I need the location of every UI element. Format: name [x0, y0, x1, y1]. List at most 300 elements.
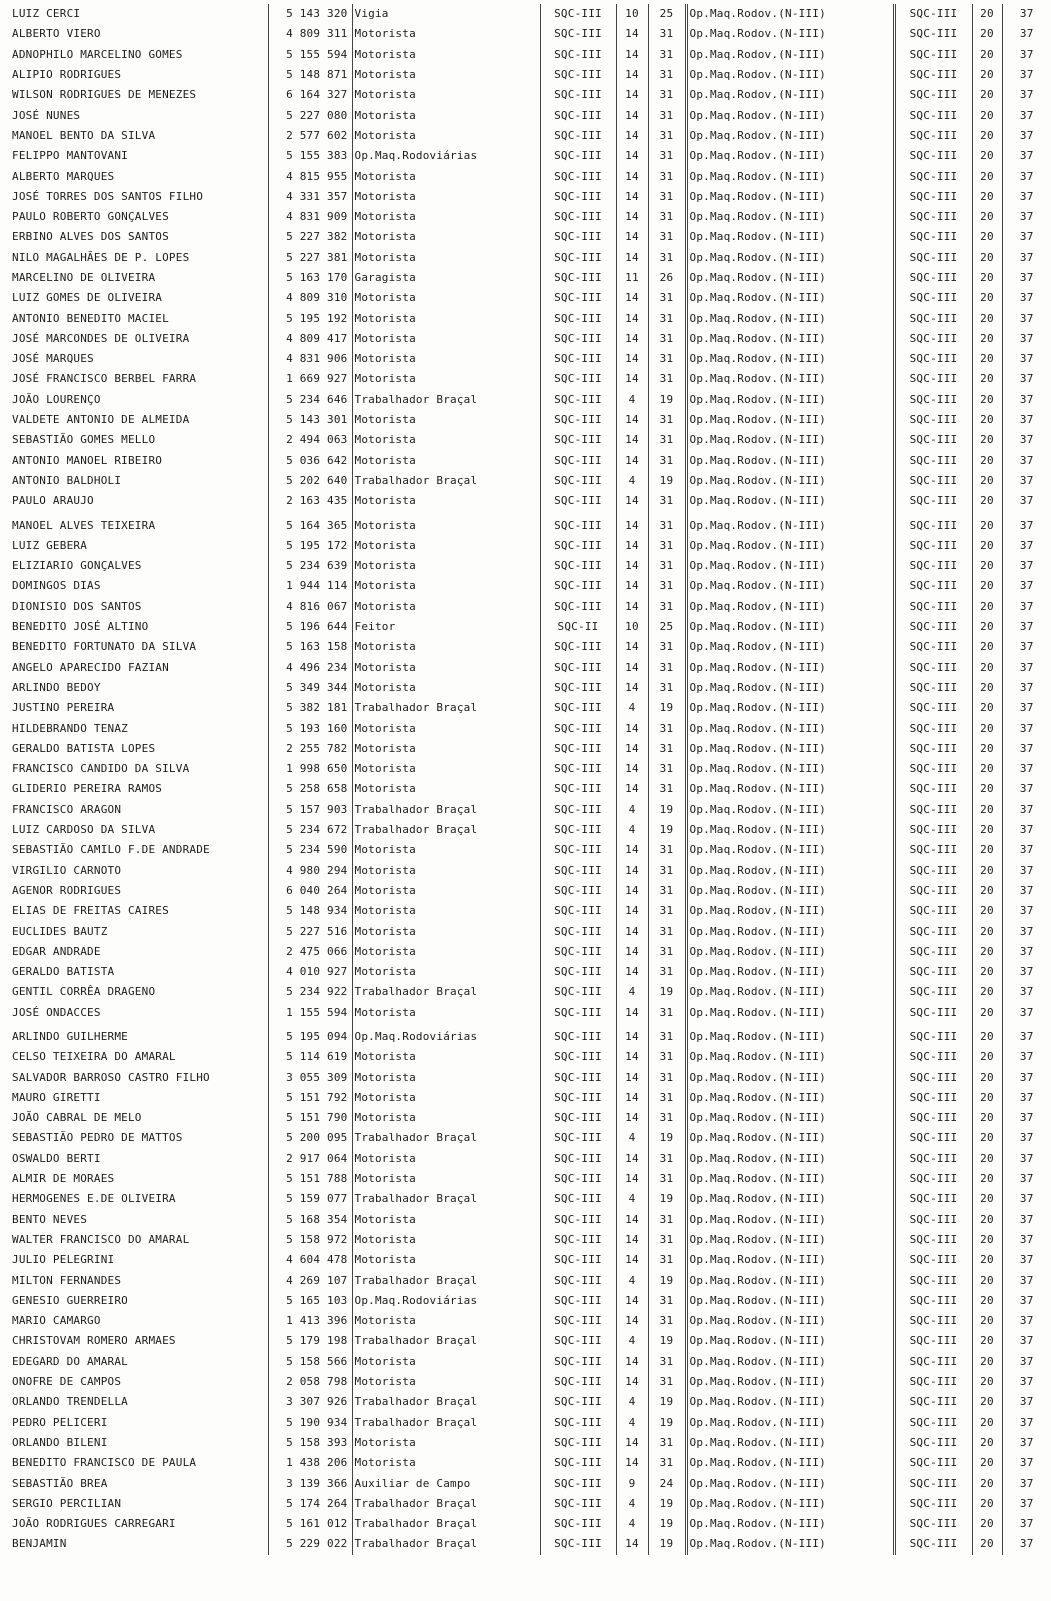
new-grade-cell: 20 — [972, 329, 1002, 349]
table-row — [0, 1534, 1051, 1554]
current-position-cell: Motorista — [352, 126, 540, 146]
new-position-cell: Op.Maq.Rodov.(N-III) — [686, 556, 894, 576]
new-reference-cell: 37 — [1019, 559, 1034, 573]
current-reference-cell: 31 — [648, 166, 686, 186]
current-class-cell: SQC-III — [540, 4, 616, 24]
new-class-cell: SQC-III — [894, 1149, 972, 1169]
current-position-cell: Trabalhador Braçal — [352, 1494, 540, 1514]
table-row — [0, 349, 1051, 369]
new-class-cell: SQC-III — [894, 166, 972, 186]
current-position-cell: Motorista — [352, 187, 540, 207]
registration-number-cell: 2 917 064 — [268, 1149, 352, 1169]
current-grade-cell: 14 — [616, 369, 648, 389]
new-position-cell: Op.Maq.Rodov.(N-III) — [686, 1169, 894, 1189]
current-grade-cell: 4 — [616, 820, 648, 840]
current-grade-cell: 4 — [616, 390, 648, 410]
new-grade-cell: 20 — [972, 24, 1002, 44]
new-reference-cell: 37 — [1019, 721, 1034, 735]
current-grade-cell: 4 — [616, 1270, 648, 1290]
new-position-cell: Op.Maq.Rodov.(N-III) — [686, 227, 894, 247]
new-grade-cell: 20 — [972, 739, 1002, 759]
current-position-cell: Motorista — [352, 1067, 540, 1087]
current-grade-cell: 14 — [616, 308, 648, 328]
current-position-cell: Trabalhador Braçal — [352, 982, 540, 1002]
new-position-cell: Op.Maq.Rodov.(N-III) — [686, 410, 894, 430]
new-class-cell: SQC-III — [894, 369, 972, 389]
registration-number-cell: 2 163 435 — [268, 491, 352, 511]
new-grade-cell: 20 — [972, 1534, 1002, 1554]
registration-number-cell: 1 155 594 — [268, 1003, 352, 1023]
new-class-cell: SQC-III — [894, 187, 972, 207]
registration-number-cell: 2 577 602 — [268, 126, 352, 146]
employee-name-cell: ALBERTO VIERO — [0, 24, 268, 44]
registration-number-cell: 5 193 160 — [268, 718, 352, 738]
table-row — [0, 288, 1051, 308]
current-reference-cell: 25 — [648, 4, 686, 24]
table-row — [0, 1047, 1051, 1067]
current-class-cell: SQC-III — [540, 491, 616, 511]
current-class-cell: SQC-III — [540, 288, 616, 308]
employee-name-cell: LUIZ CERCI — [0, 4, 268, 24]
new-grade-cell: 20 — [972, 227, 1002, 247]
current-class-cell: SQC-III — [540, 1210, 616, 1230]
new-reference-cell: 37 — [1019, 1050, 1034, 1064]
current-position-cell: Motorista — [352, 921, 540, 941]
new-position-cell: Op.Maq.Rodov.(N-III) — [686, 576, 894, 596]
current-position-cell: Motorista — [352, 881, 540, 901]
employee-name-cell: ALMIR DE MORAES — [0, 1169, 268, 1189]
current-grade-cell: 14 — [616, 65, 648, 85]
employee-name-cell: PEDRO PELICERI — [0, 1412, 268, 1432]
table-body — [0, 4, 1051, 1555]
current-grade-cell: 14 — [616, 556, 648, 576]
registration-number-cell: 5 151 788 — [268, 1169, 352, 1189]
employee-name-cell: BENEDITO FRANCISCO DE PAULA — [0, 1453, 268, 1473]
current-class-cell: SQC-III — [540, 308, 616, 328]
new-class-cell: SQC-III — [894, 85, 972, 105]
table-row — [0, 1003, 1051, 1023]
new-reference-cell: 37 — [1019, 291, 1034, 305]
current-reference-cell: 31 — [648, 1067, 686, 1087]
table-row — [0, 369, 1051, 389]
current-reference-cell: 31 — [648, 65, 686, 85]
new-reference-cell: 37 — [1019, 230, 1034, 244]
new-position-cell: Op.Maq.Rodov.(N-III) — [686, 187, 894, 207]
current-class-cell: SQC-III — [540, 105, 616, 125]
current-position-cell: Motorista — [352, 85, 540, 105]
new-position-cell: Op.Maq.Rodov.(N-III) — [686, 982, 894, 1002]
new-position-cell: Op.Maq.Rodov.(N-III) — [686, 451, 894, 471]
employee-name-cell: LUIZ GOMES DE OLIVEIRA — [0, 288, 268, 308]
current-reference-cell: 31 — [648, 1250, 686, 1270]
new-grade-cell: 20 — [972, 430, 1002, 450]
new-grade-cell: 20 — [972, 349, 1002, 369]
current-grade-cell: 14 — [616, 840, 648, 860]
table-row — [0, 556, 1051, 576]
employee-name-cell: ANTONIO MANOEL RIBEIRO — [0, 451, 268, 471]
current-class-cell: SQC-III — [540, 1108, 616, 1128]
current-reference-cell: 19 — [648, 982, 686, 1002]
new-class-cell: SQC-III — [894, 1514, 972, 1534]
new-class-cell: SQC-III — [894, 24, 972, 44]
current-position-cell: Motorista — [352, 779, 540, 799]
new-position-cell: Op.Maq.Rodov.(N-III) — [686, 718, 894, 738]
employee-name-cell: JOÃO LOURENÇO — [0, 390, 268, 410]
employee-name-cell: SEBASTIÃO BREA — [0, 1473, 268, 1493]
registration-number-cell: 2 058 798 — [268, 1372, 352, 1392]
current-reference-cell: 31 — [648, 369, 686, 389]
new-position-cell: Op.Maq.Rodov.(N-III) — [686, 4, 894, 24]
registration-number-cell: 5 227 080 — [268, 105, 352, 125]
new-grade-cell: 20 — [972, 942, 1002, 962]
employee-name-cell: BENJAMIN — [0, 1534, 268, 1554]
current-position-cell: Motorista — [352, 1250, 540, 1270]
current-grade-cell: 14 — [616, 85, 648, 105]
current-class-cell: SQC-III — [540, 1392, 616, 1412]
new-grade-cell: 20 — [972, 1128, 1002, 1148]
new-position-cell: Op.Maq.Rodov.(N-III) — [686, 146, 894, 166]
current-class-cell: SQC-III — [540, 1514, 616, 1534]
employee-name-cell: LUIZ CARDOSO DA SILVA — [0, 820, 268, 840]
new-grade-cell: 20 — [972, 1027, 1002, 1047]
current-reference-cell: 31 — [648, 759, 686, 779]
table-row — [0, 1128, 1051, 1148]
new-reference-cell: 37 — [1019, 68, 1034, 82]
new-position-cell: Op.Maq.Rodov.(N-III) — [686, 349, 894, 369]
current-reference-cell: 19 — [648, 1412, 686, 1432]
registration-number-cell: 2 255 782 — [268, 739, 352, 759]
current-reference-cell: 19 — [648, 1331, 686, 1351]
employee-name-cell: WILSON RODRIGUES DE MENEZES — [0, 85, 268, 105]
new-position-cell: Op.Maq.Rodov.(N-III) — [686, 126, 894, 146]
employee-name-cell: EDGAR ANDRADE — [0, 942, 268, 962]
employee-name-cell: ORLANDO TRENDELLA — [0, 1392, 268, 1412]
current-grade-cell: 14 — [616, 1311, 648, 1331]
current-reference-cell: 19 — [648, 1494, 686, 1514]
current-reference-cell: 31 — [648, 146, 686, 166]
table-row — [0, 187, 1051, 207]
registration-number-cell: 5 202 640 — [268, 471, 352, 491]
table-row — [0, 45, 1051, 65]
new-grade-cell: 20 — [972, 288, 1002, 308]
table-row — [0, 268, 1051, 288]
current-position-cell: Motorista — [352, 45, 540, 65]
new-reference-cell: 37 — [1019, 1496, 1034, 1510]
current-grade-cell: 14 — [616, 1108, 648, 1128]
new-class-cell: SQC-III — [894, 698, 972, 718]
current-reference-cell: 31 — [648, 739, 686, 759]
new-position-cell: Op.Maq.Rodov.(N-III) — [686, 268, 894, 288]
current-position-cell: Motorista — [352, 1372, 540, 1392]
new-reference-cell: 37 — [1019, 1517, 1034, 1531]
new-position-cell: Op.Maq.Rodov.(N-III) — [686, 1067, 894, 1087]
new-position-cell: Op.Maq.Rodov.(N-III) — [686, 1088, 894, 1108]
new-class-cell: SQC-III — [894, 1088, 972, 1108]
employee-name-cell: PAULO ARAUJO — [0, 491, 268, 511]
current-position-cell: Motorista — [352, 678, 540, 698]
current-class-cell: SQC-III — [540, 779, 616, 799]
current-reference-cell: 31 — [648, 105, 686, 125]
current-reference-cell: 31 — [648, 1372, 686, 1392]
current-position-cell: Motorista — [352, 637, 540, 657]
current-reference-cell: 31 — [648, 248, 686, 268]
new-reference-cell: 37 — [1019, 453, 1034, 467]
registration-number-cell: 4 496 234 — [268, 658, 352, 678]
current-grade-cell: 14 — [616, 491, 648, 511]
new-class-cell: SQC-III — [894, 1494, 972, 1514]
table-row — [0, 617, 1051, 637]
new-class-cell: SQC-III — [894, 288, 972, 308]
current-reference-cell: 19 — [648, 1392, 686, 1412]
registration-number-cell: 5 382 181 — [268, 698, 352, 718]
current-position-cell: Motorista — [352, 1433, 540, 1453]
new-class-cell: SQC-III — [894, 65, 972, 85]
current-grade-cell: 4 — [616, 1189, 648, 1209]
new-grade-cell: 20 — [972, 1514, 1002, 1534]
new-reference-cell: 37 — [1019, 1212, 1034, 1226]
table-row — [0, 248, 1051, 268]
registration-number-cell: 4 816 067 — [268, 597, 352, 617]
new-grade-cell: 20 — [972, 637, 1002, 657]
registration-number-cell: 2 475 066 — [268, 942, 352, 962]
current-grade-cell: 14 — [616, 24, 648, 44]
new-reference-cell: 37 — [1019, 47, 1034, 61]
current-grade-cell: 14 — [616, 678, 648, 698]
registration-number-cell: 5 227 516 — [268, 921, 352, 941]
new-grade-cell: 20 — [972, 1230, 1002, 1250]
new-position-cell: Op.Maq.Rodov.(N-III) — [686, 1128, 894, 1148]
new-position-cell: Op.Maq.Rodov.(N-III) — [686, 1149, 894, 1169]
new-class-cell: SQC-III — [894, 942, 972, 962]
new-reference-cell: 37 — [1019, 1293, 1034, 1307]
current-class-cell: SQC-III — [540, 390, 616, 410]
current-reference-cell: 31 — [648, 1210, 686, 1230]
current-position-cell: Motorista — [352, 597, 540, 617]
new-position-cell: Op.Maq.Rodov.(N-III) — [686, 1473, 894, 1493]
current-grade-cell: 14 — [616, 1534, 648, 1554]
current-position-cell: Motorista — [352, 1149, 540, 1169]
new-position-cell: Op.Maq.Rodov.(N-III) — [686, 1210, 894, 1230]
employee-name-cell: JOSÉ FRANCISCO BERBEL FARRA — [0, 369, 268, 389]
new-position-cell: Op.Maq.Rodov.(N-III) — [686, 369, 894, 389]
new-position-cell: Op.Maq.Rodov.(N-III) — [686, 1003, 894, 1023]
registration-number-cell: 5 159 077 — [268, 1189, 352, 1209]
current-grade-cell: 14 — [616, 1169, 648, 1189]
new-class-cell: SQC-III — [894, 1189, 972, 1209]
table-row — [0, 820, 1051, 840]
current-position-cell: Motorista — [352, 840, 540, 860]
current-grade-cell: 14 — [616, 637, 648, 657]
new-class-cell: SQC-III — [894, 268, 972, 288]
new-grade-cell: 20 — [972, 881, 1002, 901]
current-class-cell: SQC-II — [540, 617, 616, 637]
table-row — [0, 515, 1051, 535]
table-row — [0, 1250, 1051, 1270]
current-class-cell: SQC-III — [540, 85, 616, 105]
current-position-cell: Trabalhador Braçal — [352, 1392, 540, 1412]
registration-number-cell: 6 164 327 — [268, 85, 352, 105]
new-grade-cell: 20 — [972, 576, 1002, 596]
registration-number-cell: 5 190 934 — [268, 1412, 352, 1432]
new-grade-cell: 20 — [972, 85, 1002, 105]
current-position-cell: Op.Maq.Rodoviárias — [352, 1027, 540, 1047]
employee-name-cell: FRANCISCO ARAGON — [0, 800, 268, 820]
current-position-cell: Motorista — [352, 308, 540, 328]
current-reference-cell: 31 — [648, 207, 686, 227]
registration-number-cell: 5 234 672 — [268, 820, 352, 840]
current-reference-cell: 31 — [648, 451, 686, 471]
table-row — [0, 390, 1051, 410]
new-class-cell: SQC-III — [894, 1291, 972, 1311]
new-grade-cell: 20 — [972, 451, 1002, 471]
registration-number-cell: 4 815 955 — [268, 166, 352, 186]
current-grade-cell: 9 — [616, 1473, 648, 1493]
employee-name-cell: JULIO PELEGRINI — [0, 1250, 268, 1270]
current-class-cell: SQC-III — [540, 1412, 616, 1432]
current-reference-cell: 31 — [648, 329, 686, 349]
current-class-cell: SQC-III — [540, 207, 616, 227]
current-grade-cell: 14 — [616, 126, 648, 146]
registration-number-cell: 1 413 396 — [268, 1311, 352, 1331]
new-class-cell: SQC-III — [894, 390, 972, 410]
current-class-cell: SQC-III — [540, 1311, 616, 1331]
current-reference-cell: 19 — [648, 1189, 686, 1209]
new-reference-cell: 37 — [1019, 660, 1034, 674]
new-grade-cell: 20 — [972, 390, 1002, 410]
current-position-cell: Motorista — [352, 491, 540, 511]
new-grade-cell: 20 — [972, 962, 1002, 982]
current-position-cell: Motorista — [352, 329, 540, 349]
current-grade-cell: 4 — [616, 982, 648, 1002]
registration-number-cell: 4 980 294 — [268, 860, 352, 880]
new-grade-cell: 20 — [972, 126, 1002, 146]
new-position-cell: Op.Maq.Rodov.(N-III) — [686, 962, 894, 982]
current-class-cell: SQC-III — [540, 1534, 616, 1554]
current-position-cell: Motorista — [352, 1108, 540, 1128]
new-reference-cell: 37 — [1019, 1151, 1034, 1165]
new-position-cell: Op.Maq.Rodov.(N-III) — [686, 698, 894, 718]
new-reference-cell: 37 — [1019, 1070, 1034, 1084]
current-grade-cell: 14 — [616, 1250, 648, 1270]
current-grade-cell: 14 — [616, 166, 648, 186]
current-reference-cell: 31 — [648, 921, 686, 941]
new-class-cell: SQC-III — [894, 491, 972, 511]
new-class-cell: SQC-III — [894, 1433, 972, 1453]
current-reference-cell: 31 — [648, 1149, 686, 1169]
new-reference-cell: 37 — [1019, 372, 1034, 386]
current-reference-cell: 26 — [648, 268, 686, 288]
new-reference-cell: 37 — [1019, 433, 1034, 447]
current-class-cell: SQC-III — [540, 1189, 616, 1209]
table-row — [0, 227, 1051, 247]
registration-number-cell: 4 809 310 — [268, 288, 352, 308]
new-reference-cell: 37 — [1019, 494, 1034, 508]
new-position-cell: Op.Maq.Rodov.(N-III) — [686, 739, 894, 759]
table-row — [0, 840, 1051, 860]
current-position-cell: Motorista — [352, 410, 540, 430]
new-position-cell: Op.Maq.Rodov.(N-III) — [686, 329, 894, 349]
current-position-cell: Motorista — [352, 515, 540, 535]
current-class-cell: SQC-III — [540, 1473, 616, 1493]
new-reference-cell: 37 — [1019, 392, 1034, 406]
new-reference-cell: 37 — [1019, 843, 1034, 857]
new-reference-cell: 37 — [1019, 1334, 1034, 1348]
current-grade-cell: 14 — [616, 536, 648, 556]
employee-name-cell: MAURO GIRETTI — [0, 1088, 268, 1108]
new-position-cell: Op.Maq.Rodov.(N-III) — [686, 390, 894, 410]
registration-number-cell: 5 155 594 — [268, 45, 352, 65]
current-position-cell: Motorista — [352, 942, 540, 962]
current-class-cell: SQC-III — [540, 658, 616, 678]
new-position-cell: Op.Maq.Rodov.(N-III) — [686, 637, 894, 657]
employee-name-cell: EUCLIDES BAUTZ — [0, 921, 268, 941]
current-reference-cell: 31 — [648, 1169, 686, 1189]
new-reference-cell: 37 — [1019, 1314, 1034, 1328]
new-grade-cell: 20 — [972, 1047, 1002, 1067]
registration-number-cell: 5 164 365 — [268, 515, 352, 535]
table-row — [0, 1027, 1051, 1047]
new-grade-cell: 20 — [972, 1003, 1002, 1023]
new-reference-cell: 37 — [1019, 762, 1034, 776]
registration-number-cell: 5 155 383 — [268, 146, 352, 166]
current-class-cell: SQC-III — [540, 942, 616, 962]
new-position-cell: Op.Maq.Rodov.(N-III) — [686, 1189, 894, 1209]
table-row — [0, 4, 1051, 24]
employee-name-cell: JOSÉ ONDACCES — [0, 1003, 268, 1023]
employee-name-cell: CHRISTOVAM ROMERO ARMAES — [0, 1331, 268, 1351]
current-reference-cell: 24 — [648, 1473, 686, 1493]
table-row — [0, 1189, 1051, 1209]
new-grade-cell: 20 — [972, 515, 1002, 535]
new-position-cell: Op.Maq.Rodov.(N-III) — [686, 1230, 894, 1250]
table-row — [0, 105, 1051, 125]
current-class-cell: SQC-III — [540, 369, 616, 389]
current-grade-cell: 14 — [616, 1230, 648, 1250]
new-reference-cell: 37 — [1019, 1476, 1034, 1490]
new-grade-cell: 20 — [972, 207, 1002, 227]
current-position-cell: Op.Maq.Rodoviárias — [352, 1291, 540, 1311]
new-reference-cell: 37 — [1019, 149, 1034, 163]
current-reference-cell: 31 — [648, 227, 686, 247]
new-reference-cell: 37 — [1019, 128, 1034, 142]
new-reference-cell: 37 — [1019, 1354, 1034, 1368]
new-reference-cell: 37 — [1019, 271, 1034, 284]
current-reference-cell: 31 — [648, 349, 686, 369]
current-position-cell: Motorista — [352, 65, 540, 85]
registration-number-cell: 5 158 972 — [268, 1230, 352, 1250]
new-class-cell: SQC-III — [894, 207, 972, 227]
new-reference-cell: 37 — [1019, 904, 1034, 918]
new-position-cell: Op.Maq.Rodov.(N-III) — [686, 536, 894, 556]
new-class-cell: SQC-III — [894, 329, 972, 349]
new-grade-cell: 20 — [972, 800, 1002, 820]
new-reference-cell: 37 — [1019, 640, 1034, 654]
current-class-cell: SQC-III — [540, 1494, 616, 1514]
table-row — [0, 800, 1051, 820]
employee-name-cell: SERGIO PERCILIAN — [0, 1494, 268, 1514]
table-row — [0, 597, 1051, 617]
current-class-cell: SQC-III — [540, 1352, 616, 1372]
new-position-cell: Op.Maq.Rodov.(N-III) — [686, 840, 894, 860]
table-row — [0, 536, 1051, 556]
new-class-cell: SQC-III — [894, 1331, 972, 1351]
current-position-cell: Motorista — [352, 369, 540, 389]
new-reference-cell: 37 — [1019, 413, 1034, 427]
registration-number-cell: 5 195 094 — [268, 1027, 352, 1047]
current-position-cell: Motorista — [352, 962, 540, 982]
current-reference-cell: 31 — [648, 678, 686, 698]
table-row — [0, 739, 1051, 759]
